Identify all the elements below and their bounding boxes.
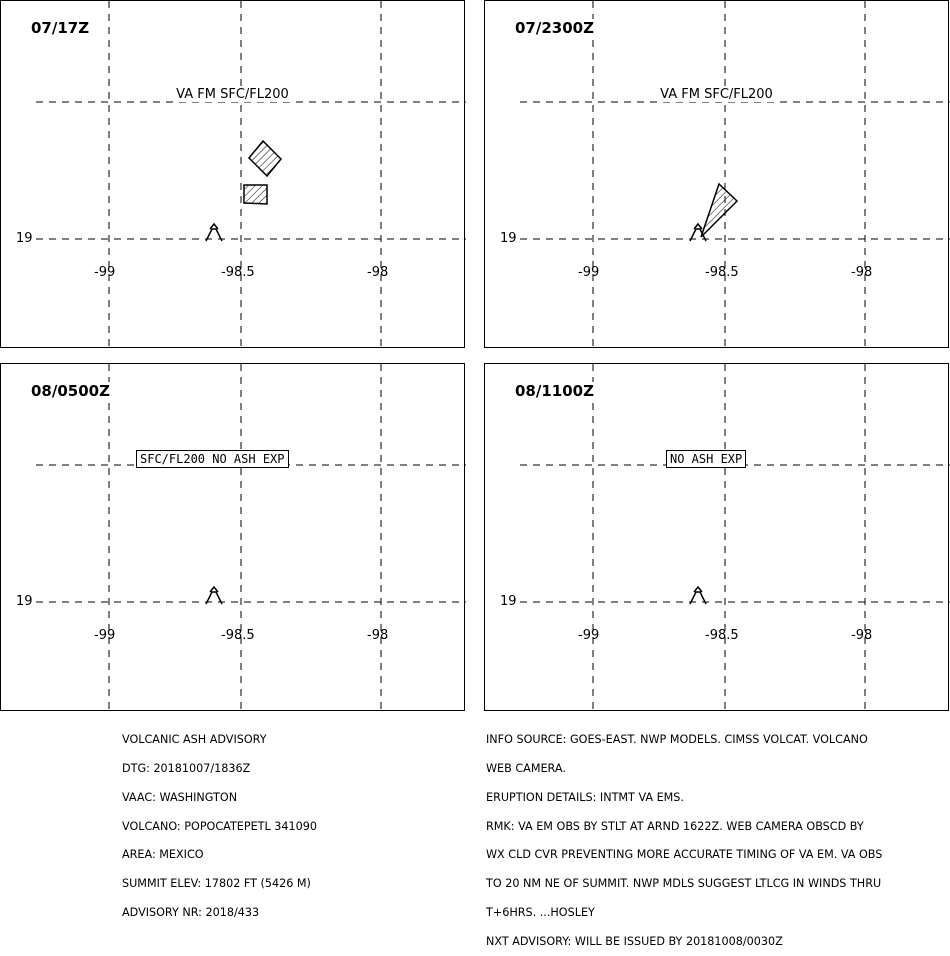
volcano-icon [206, 224, 222, 241]
lon-label: -98 [851, 265, 873, 280]
advisory-line: DTG: 20181007/1836Z [122, 761, 251, 775]
advisory-line: SUMMIT ELEV: 17802 FT (5426 M) [122, 877, 311, 891]
forecast-panel-2 [484, 0, 949, 348]
lon-label: -99 [578, 265, 600, 280]
advisory-line: RMK: VA EM OBS BY STLT AT ARND 1622Z. WEB CAMERA OBSCD BY [486, 819, 864, 833]
ash-cloud-polygon [701, 184, 737, 237]
lon-label: -99 [578, 628, 600, 643]
map-grid [1, 1, 466, 349]
map-grid [1, 364, 466, 712]
panel-label: VA FM SFC/FL200 [176, 87, 289, 102]
lon-label: -98.5 [705, 265, 739, 280]
lat-label: 19 [16, 231, 33, 246]
panel-time: 07/2300Z [515, 19, 594, 37]
advisory-remarks-text [486, 716, 882, 956]
lon-label: -98.5 [221, 265, 255, 280]
forecast-panel-3 [0, 363, 465, 711]
advisory-line: AREA: MEXICO [122, 848, 204, 862]
ash-cloud-polygon [244, 185, 267, 204]
advisory-line: TO 20 NM NE OF SUMMIT. NWP MDLS SUGGEST LTLCG IN WINDS THRU [486, 877, 882, 891]
advisory-line: VAAC: WASHINGTON [122, 790, 238, 804]
panel-time: 07/17Z [31, 19, 90, 37]
map-grid [485, 364, 950, 712]
lon-label: -98.5 [221, 628, 255, 643]
lon-label: -99 [94, 628, 116, 643]
panel-time: 08/1100Z [515, 382, 594, 400]
map-grid [485, 1, 950, 349]
panel-label: NO ASH EXP [666, 450, 746, 468]
advisory-line: T+6HRS. ...HOSLEY [486, 905, 595, 919]
lon-label: -98 [367, 265, 389, 280]
volcano-icon [206, 587, 222, 604]
panel-label: VA FM SFC/FL200 [660, 87, 773, 102]
lon-label: -99 [94, 265, 116, 280]
panel-label: SFC/FL200 NO ASH EXP [136, 450, 289, 468]
lon-label: -98 [367, 628, 389, 643]
advisory-line: ADVISORY NR: 2018/433 [122, 905, 260, 919]
lat-label: 19 [500, 594, 517, 609]
lat-label: 19 [16, 594, 33, 609]
advisory-line: WX CLD CVR PREVENTING MORE ACCURATE TIMING OF VA EM. VA OBS [486, 848, 883, 862]
advisory-line: INFO SOURCE: GOES-EAST. NWP MODELS. CIMSS VOLCAT. VOLCANO [486, 733, 868, 747]
advisory-line: VOLCANO: POPOCATEPETL 341090 [122, 819, 318, 833]
forecast-panel-1 [0, 0, 465, 348]
forecast-panel-4 [484, 363, 949, 711]
ash-cloud-polygon [249, 141, 281, 176]
advisory-line: ERUPTION DETAILS: INTMT VA EMS. [486, 790, 684, 804]
advisory-line: NXT ADVISORY: WILL BE ISSUED BY 20181008/0030Z [486, 934, 783, 948]
lat-label: 19 [500, 231, 517, 246]
panel-time: 08/0500Z [31, 382, 110, 400]
volcano-icon [690, 587, 706, 604]
advisory-header-text [122, 716, 317, 927]
advisory-line: VOLCANIC ASH ADVISORY [122, 733, 267, 747]
advisory-line: WEB CAMERA. [486, 761, 566, 775]
lon-label: -98 [851, 628, 873, 643]
lon-label: -98.5 [705, 628, 739, 643]
